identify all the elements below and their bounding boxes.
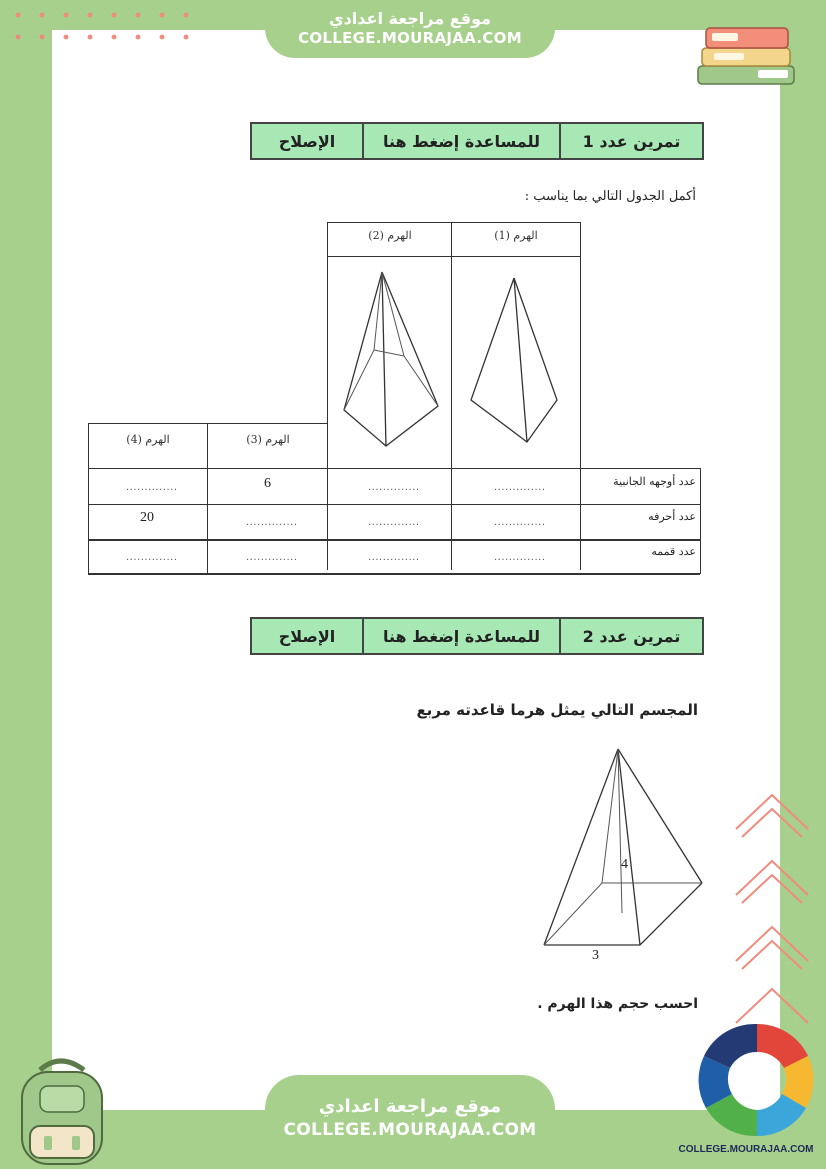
site-badge-bottom[interactable] [265, 1075, 555, 1169]
site-badge-top[interactable] [265, 0, 555, 58]
site-name: موقع مراجعة اعدادي [328, 9, 492, 28]
cell-vertices-p1[interactable]: .............. [494, 552, 546, 563]
cell-vertices-p2[interactable]: .............. [368, 552, 420, 563]
cell-faces-p1[interactable]: .............. [494, 482, 546, 493]
square-pyramid-drawing [538, 745, 708, 960]
header-pyramid-3: الهرم (3) [246, 433, 290, 446]
exercise-2-help-link[interactable]: للمساعدة إضغط هنا [362, 619, 559, 653]
exercise-2-title: تمرين عدد 2 [559, 619, 702, 653]
exercise-2-statement: المجسم التالي يمثل هرما قاعدته مربع [416, 701, 698, 719]
cell-edges-p2[interactable]: .............. [368, 517, 420, 528]
exercise-2-correction-link[interactable]: الإصلاح [278, 626, 336, 646]
cell-edges-p1[interactable]: .............. [494, 517, 546, 528]
chevron-up-icons [730, 785, 820, 1045]
cell-edges-p4: 20 [140, 510, 154, 525]
header-pyramid-4: الهرم (4) [126, 433, 170, 446]
row-label-faces: عدد أوجهه الجانبية [613, 475, 696, 488]
pyramid-2-drawing [330, 260, 450, 460]
decorative-dots [6, 4, 201, 54]
row-label-vertices: عدد قممه [651, 545, 696, 558]
exercise-2-bar [250, 617, 704, 655]
header-pyramid-1: الهرم (1) [494, 229, 538, 242]
header-pyramid-2: الهرم (2) [368, 229, 412, 242]
footer-site-name: موقع مراجعة اعدادي [318, 1096, 502, 1117]
footer-logo-text: COLLEGE.MOURAJAA.COM [678, 1144, 814, 1155]
exercise-1-help-link[interactable]: للمساعدة إضغط هنا [362, 124, 559, 158]
books-icon [692, 14, 802, 94]
cell-vertices-p3[interactable]: .............. [246, 552, 298, 563]
cell-edges-p3[interactable]: .............. [246, 517, 298, 528]
exercise-2-question: احسب حجم هذا الهرم . [537, 996, 698, 1012]
site-domain: COLLEGE.MOURAJAA.COM [298, 29, 522, 47]
cell-faces-p3: 6 [264, 476, 271, 491]
side-label: 3 [592, 948, 599, 963]
exercise-1-bar [250, 122, 704, 160]
exercise-1-title: تمرين عدد 1 [559, 124, 702, 158]
exercise-1-correction-link[interactable]: الإصلاح [278, 131, 336, 151]
mourajaa-logo-icon [694, 1020, 820, 1140]
row-label-edges: عدد أحرفه [648, 510, 696, 523]
height-label: 4 [621, 857, 628, 872]
cell-faces-p2[interactable]: .............. [368, 482, 420, 493]
footer-site-domain: COLLEGE.MOURAJAA.COM [283, 1120, 537, 1140]
exercise-1-instruction: أكمل الجدول التالي بما يناسب : [524, 189, 696, 204]
pyramid-1-drawing [455, 260, 577, 460]
backpack-icon [10, 1052, 114, 1168]
cell-vertices-p4[interactable]: .............. [126, 552, 178, 563]
cell-faces-p4[interactable]: .............. [126, 482, 178, 493]
